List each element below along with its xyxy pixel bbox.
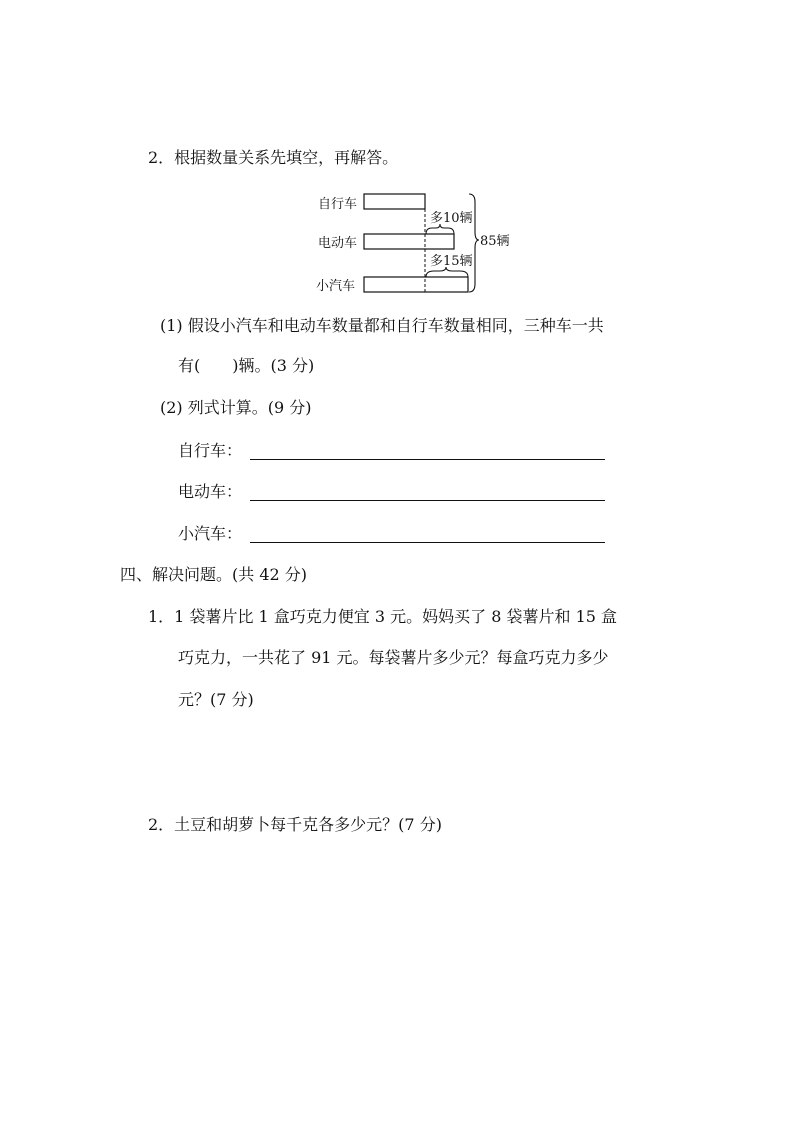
- answer-line-car[interactable]: [250, 542, 605, 543]
- bar-car: [364, 277, 468, 292]
- fill-label-bike: 自行车：: [178, 441, 243, 460]
- s4-q1-line1: 1．1 袋薯片比 1 盒巧克力便宜 3 元。妈妈买了 8 袋薯片和 15 盒: [148, 607, 618, 626]
- total-label: 85辆: [480, 234, 510, 249]
- s4-q1-line3: 元？(7 分): [178, 690, 254, 709]
- answer-line-bike[interactable]: [250, 459, 605, 460]
- fill-label-car: 小汽车：: [178, 524, 243, 543]
- sub1-line1: (1) 假设小汽车和电动车数量都和自行车数量相同，三种车一共: [160, 316, 604, 335]
- bar-ebike: [364, 234, 454, 249]
- s4-q1-line2: 巧克力，一共花了 91 元。每袋薯片多少元？每盒巧克力多少: [178, 648, 609, 667]
- label-car: 小汽车: [316, 279, 356, 294]
- sub2-title: (2) 列式计算。(9 分): [160, 398, 312, 417]
- section4-heading: 四、解决问题。(共 42 分): [120, 565, 308, 584]
- bar-bike: [364, 194, 425, 209]
- fill-label-ebike: 电动车：: [178, 482, 243, 501]
- more-ebike-label: 多10辆: [430, 211, 473, 226]
- s4-q2: 2．土豆和胡萝卜每千克各多少元？(7 分): [148, 815, 442, 834]
- label-bike: 自行车: [318, 197, 358, 212]
- sub1-line2: 有( )辆。(3 分): [178, 356, 315, 375]
- more-car-label: 多15辆: [430, 254, 473, 269]
- answer-line-ebike[interactable]: [250, 500, 605, 501]
- brace-total: [469, 194, 479, 292]
- label-ebike: 电动车: [318, 236, 358, 251]
- q2-title: 2．根据数量关系先填空，再解答。: [148, 148, 399, 167]
